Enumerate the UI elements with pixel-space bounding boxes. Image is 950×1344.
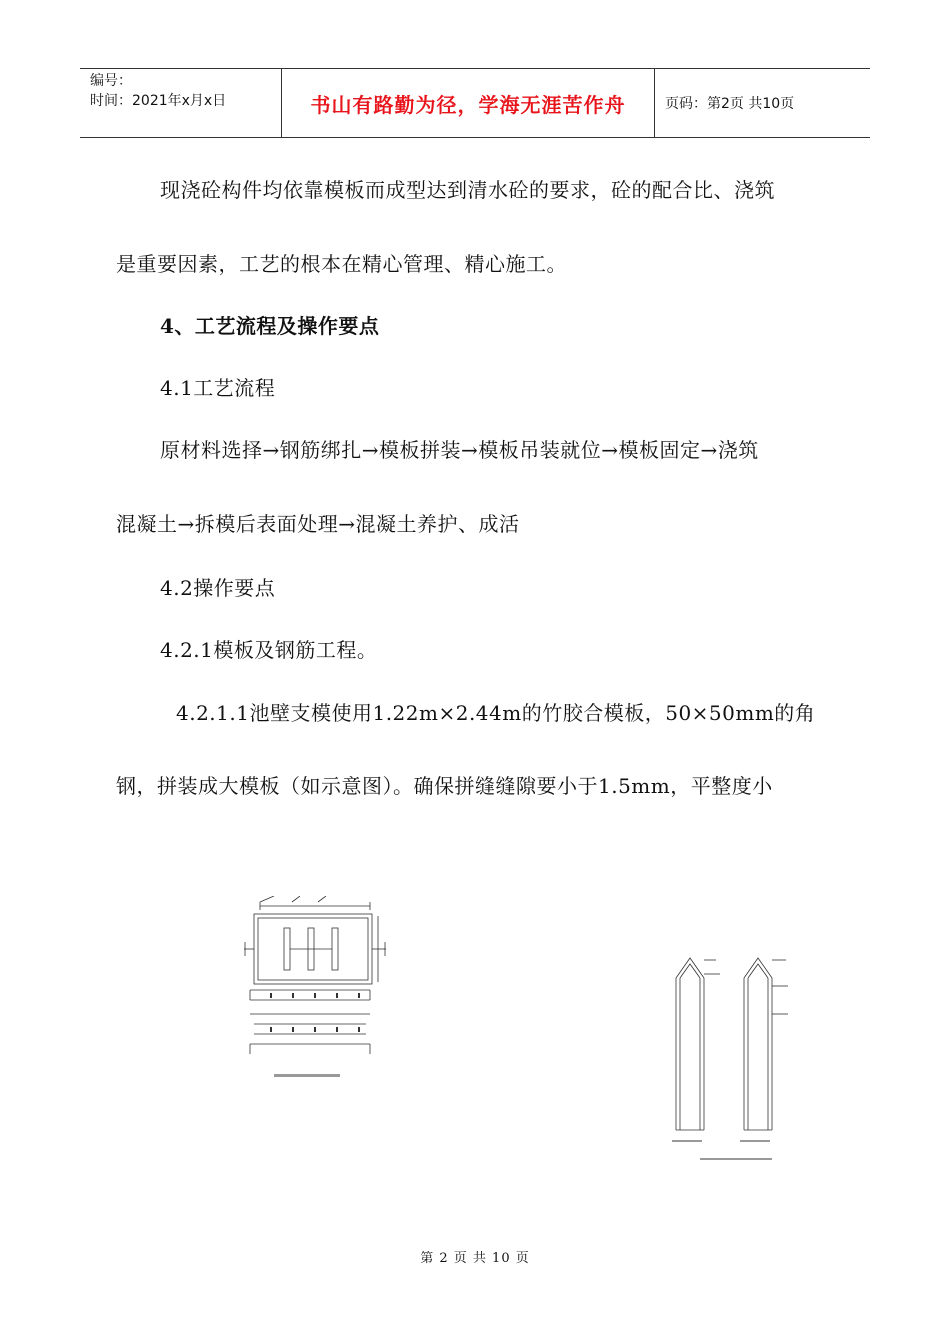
number-label: 编号： [90, 73, 132, 89]
flow-line-2: 混凝土→拆模后表面处理→混凝土养护、成活 [116, 512, 520, 536]
page-footer: 第 2 页 共 10 页 [420, 1251, 530, 1266]
heading-4: 4、工艺流程及操作要点 [160, 314, 380, 338]
header-page-label: 页码：第2页 共10页 [665, 96, 795, 112]
paragraph-1-line-2: 是重要因素，工艺的根本在精心管理、精心施工。 [116, 252, 567, 276]
time-label: 时间：2021年x月x日 [90, 93, 227, 109]
corner-formwork-drawing [670, 940, 800, 1166]
formwork-panel-drawing [240, 896, 390, 1090]
paragraph-4-2-1-1-line-2: 钢，拼装成大模板（如示意图）。确保拼缝缝隙要小于1.5mm，平整度小 [116, 774, 773, 798]
paragraph-4-2-1-1-line-1: 4.2.1.1池壁支模使用1.22m×2.44m的竹胶合模板，50×50mm的角 [176, 701, 816, 725]
heading-4-2: 4.2操作要点 [160, 576, 276, 600]
flow-line-1: 原材料选择→钢筋绑扎→模板拼装→模板吊装就位→模板固定→浇筑 [160, 438, 759, 462]
page-header [80, 68, 870, 138]
heading-4-2-1: 4.2.1模板及钢筋工程。 [160, 638, 378, 662]
header-info [80, 69, 282, 137]
paragraph-1-line-1: 现浇砼构件均依靠模板而成型达到清水砼的要求，砼的配合比、浇筑 [160, 178, 775, 202]
heading-4-1: 4.1工艺流程 [160, 376, 276, 400]
header-motto: 书山有路勤为径，学海无涯苦作舟 [282, 69, 655, 137]
